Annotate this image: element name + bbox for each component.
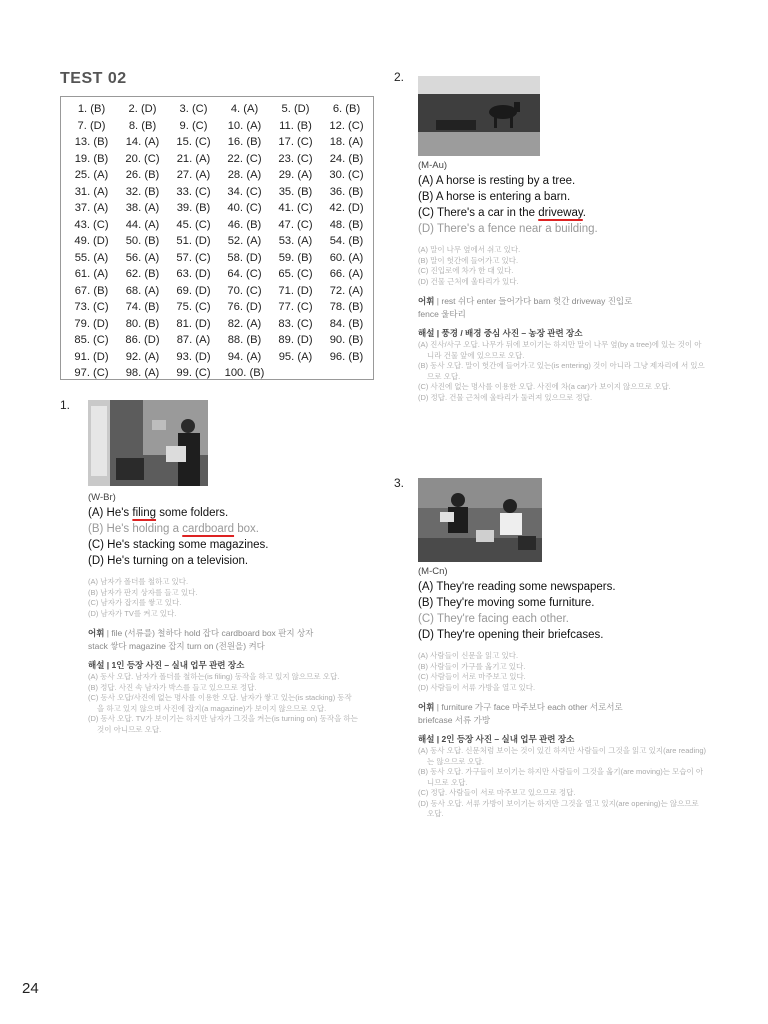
option-d: (D) They're opening their briefcases. [418,629,604,641]
option-a: (A) A horse is resting by a tree. [418,175,576,187]
explanation-line: (C) 동사 오답/사진에 없는 명사를 이용한 오답. 남자가 쌓고 있는(is stacking) 동작을 하고 있지 않으며 사진에 잡지(a magazine)가 보이지 않으므로 오답. [88,693,352,713]
translation-line: (C) 남자가 잡지를 쌓고 있다. [88,598,182,607]
answer-key-cell: 90. (B) [329,334,364,346]
answer-key-cell: 60. (A) [329,251,364,264]
explanation-line: (D) 동사 오답. 서류 가방이 보이기는 하지만 그것을 열고 있지(are opening)는 않으므로 오답. [418,798,699,818]
answer-key-cell: 40. (C) [227,202,262,214]
answer-key-cell: 66. (A) [329,268,364,280]
explanation-line: (B) 동사 오답. 말이 헛간에 들어가고 있는(is entering) 것이 아니라 그냥 제자리에 서 있으므로 오답. [418,361,705,381]
option-b: (B) He's holding a cardboard box. [88,523,259,535]
translation-line: (A) 사람들이 신문을 읽고 있다. [418,651,519,660]
answer-key-cell: 19. (B) [74,152,109,165]
answer-key-cell: 7. (D) [77,119,106,132]
test-title: TEST 02 [60,70,127,87]
answer-key-cell: 44. (A) [125,218,160,231]
answer-key-cell: 47. (C) [278,218,313,231]
answer-key-cell: 75. (C) [176,301,211,313]
translation-line: (B) 남자가 판지 상자를 들고 있다. [88,587,198,597]
translation-line: (D) 사람들이 서류 가방을 열고 있다. [418,682,536,692]
answer-key-cell: 78. (B) [329,301,364,313]
option-c: (C) He's stacking some magazines. [88,539,269,551]
answer-key-cell: 93. (D) [176,350,211,363]
answer-key-cell: 9. (C) [179,119,208,132]
answer-key-cell: 80. (B) [125,317,160,330]
question-number: 1. [60,398,71,412]
explanation-line: (C) 정답. 사람들이 서로 마주보고 있으므로 정답. [418,788,576,797]
answer-key-cell [321,365,372,382]
answer-key-cell: 4. (A) [230,103,259,115]
answer-key-cell: 95. (A) [278,350,313,363]
answer-key-cell: 42. (D) [329,202,364,214]
question-1-block [88,492,358,735]
answer-key-cell: 18. (A) [329,136,364,148]
photo-image [88,400,208,486]
answer-key-cell: 13. (B) [74,136,109,148]
answer-key-cell: 6. (B) [332,103,361,115]
underlined-word: driveway [538,207,583,219]
answer-key-cell: 32. (B) [125,185,160,198]
answer-key-cell: 68. (A) [125,284,160,297]
answer-key-cell: 15. (C) [176,136,211,148]
option-b: (B) A horse is entering a barn. [418,191,571,203]
question-number: 2. [394,70,405,84]
answer-key-cell: 56. (A) [125,251,160,264]
vocabulary-line: 어휘 | file (서류를) 철하다 hold 잡다 cardboard box 판지 상자 [88,628,314,638]
explanation-line: (D) 동사 오답. TV가 보이기는 하지만 남자가 그것을 켜는(is turning on) 동작을 하는 것이 아니므로 오답. [88,714,358,734]
answer-key-cell: 100. (B) [224,367,265,379]
photo-horse-barn [418,76,540,156]
answer-key-cell: 77. (C) [278,301,313,313]
answer-key-cell: 43. (C) [74,218,109,231]
answer-key-cell: 23. (C) [278,152,313,165]
page-number: 24 [22,980,39,997]
photo-man-with-box [88,400,208,486]
explanation-heading: 해설 | 1인 등장 사진 – 실내 업무 관련 장소 [88,660,245,670]
answer-key-cell: 59. (B) [278,251,313,264]
option-d: (D) He's turning on a television. [88,555,249,567]
answer-key-cell: 71. (D) [278,284,313,297]
photo-two-people-facing [418,478,542,562]
answer-key-cell: 2. (D) [128,103,157,115]
answer-key-cell: 30. (C) [329,169,364,181]
answer-key-cell: 58. (D) [227,251,262,264]
translation-line: (D) 남자가 TV를 켜고 있다. [88,608,177,618]
answer-key-cell: 62. (B) [125,268,160,280]
answer-key-cell: 20. (C) [125,152,160,165]
answer-key-cell: 98. (A) [125,367,160,379]
explanation-line: (B) 동사 오답. 가구들이 보이기는 하지만 사람들이 그것을 옮기(are moving)는 모습이 아니므로 오답. [418,767,704,787]
vocabulary-line: stack 쌓다 magazine 잡지 turn on (전원을) 켜다 [88,641,265,651]
answer-key-cell: 82. (A) [227,317,262,330]
answer-key-cell: 5. (D) [281,103,310,115]
answer-key-cell: 96. (B) [329,350,364,363]
answer-key-cell: 69. (D) [176,284,211,297]
answer-key-cell: 52. (A) [227,235,262,247]
answer-key-cell: 74. (B) [125,301,160,313]
answer-key-cell: 94. (A) [227,350,262,363]
answer-key-cell: 61. (A) [74,268,109,280]
option-b: (B) They're moving some furniture. [418,597,595,609]
answer-key-cell: 72. (A) [329,284,364,297]
answer-key-cell: 70. (C) [227,284,262,297]
answer-key-cell: 38. (A) [125,202,160,214]
translation-line: (D) 건물 근처에 울타리가 있다. [418,276,519,286]
translation-line: (B) 사람들이 가구를 옮기고 있다. [418,661,526,671]
photo-image [418,76,540,156]
answer-key-cell: 86. (D) [125,334,160,346]
answer-key-cell [270,365,321,382]
translation-line: (A) 남자가 폴더를 철하고 있다. [88,577,189,586]
answer-key-cell: 10. (A) [227,119,262,132]
answer-key-cell: 79. (D) [74,317,109,330]
answer-key-cell: 67. (B) [74,284,109,297]
answer-key-cell: 57. (C) [176,251,211,264]
explanation-heading: 해설 | 풍경 / 배경 중심 사진 – 농장 관련 장소 [418,328,583,338]
answer-key-cell: 53. (A) [278,235,313,247]
answer-key-cell: 97. (C) [74,367,109,379]
answer-key-cell: 35. (B) [278,185,313,198]
answer-key-grid [66,101,372,382]
answer-key-cell: 22. (C) [227,152,262,165]
vocabulary-line: fence 울타리 [418,309,466,319]
option-a: (A) They're reading some newspapers. [418,581,616,593]
speaker-label: (M-Au) [418,160,448,171]
vocabulary-line: 어휘 | furniture 가구 face 마주보다 each other 서로서로 [418,702,623,712]
answer-key-cell: 92. (A) [125,350,160,363]
answer-key-cell: 63. (D) [176,268,211,280]
answer-key-cell: 8. (B) [128,119,157,132]
answer-key-cell: 37. (A) [74,202,109,214]
answer-key-cell: 50. (B) [125,235,160,247]
answer-key-cell: 16. (B) [227,136,262,148]
speaker-label: (W-Br) [88,492,116,503]
answer-key-cell: 17. (C) [278,136,313,148]
answer-key-cell: 49. (D) [74,235,109,247]
answer-key-cell: 87. (A) [176,334,211,346]
answer-key-cell: 91. (D) [74,350,109,363]
option-c: (C) There's a car in the driveway. [418,207,586,219]
answer-key-box [60,96,374,380]
question-2-block [418,160,708,403]
vocabulary-line: briefcase 서류 가방 [418,715,491,725]
option-d: (D) There's a fence near a building. [418,223,598,235]
answer-key-cell: 85. (C) [74,334,109,346]
answer-key-cell: 55. (A) [74,251,109,264]
answer-key-cell: 65. (C) [278,268,313,280]
answer-key-cell: 83. (C) [278,317,313,330]
question-3-block [418,566,708,820]
speaker-label: (M-Cn) [418,566,448,577]
answer-key-cell: 76. (D) [227,301,262,313]
explanation-line: (A) 진사/사구 오답. 나무가 뒤에 보이기는 하지만 말이 나무 옆(by a tree)에 있는 것이 아니라 건물 앞에 있으므로 오답. [418,340,702,360]
answer-key-cell: 26. (B) [125,169,160,181]
answer-key-cell: 81. (D) [176,317,211,330]
answer-key-cell: 21. (A) [176,152,211,165]
explanation-line: (A) 동사 오답. 신문처럼 보이는 것이 있긴 하지만 사람들이 그것을 읽고 있지(are reading)는 않으므로 오답. [418,746,707,766]
answer-key-cell: 11. (B) [279,119,312,132]
explanation-line: (B) 정답. 사진 속 남자가 박스를 들고 있으므로 정답. [88,682,257,692]
answer-key-cell: 34. (C) [227,185,262,198]
answer-key-cell: 33. (C) [176,185,211,198]
translation-line: (B) 말이 헛간에 들어가고 있다. [418,255,519,265]
answer-key-cell: 54. (B) [329,235,364,247]
answer-key-cell: 1. (B) [77,103,106,115]
answer-key-cell: 64. (C) [227,268,262,280]
answer-key-cell: 28. (A) [227,169,262,181]
answer-key-cell: 88. (B) [227,334,262,346]
answer-key-cell: 99. (C) [176,367,211,379]
underlined-word: cardboard [182,523,235,535]
answer-key-cell: 48. (B) [329,218,364,231]
answer-key-cell: 12. (C) [329,119,364,132]
explanation-line: (A) 동사 오답. 남자가 폴더를 철하는(is filing) 동작을 하고 있지 않으므로 오답. [88,672,340,681]
vocabulary-line: 어휘 | rest 쉬다 enter 들어가다 barn 헛간 driveway 진입로 [418,296,633,306]
option-c: (C) They're facing each other. [418,613,569,625]
answer-key-cell: 39. (B) [176,202,211,214]
option-a: (A) He's filing some folders. [88,507,229,519]
answer-key-cell: 24. (B) [329,152,364,165]
translation-line: (A) 말이 나무 옆에서 쉬고 있다. [418,245,521,254]
answer-key-cell: 51. (D) [176,235,211,247]
answer-key-cell: 36. (B) [329,185,364,198]
answer-key-cell: 14. (A) [125,136,160,148]
explanation-heading: 해설 | 2인 등장 사진 – 실내 업무 관련 장소 [418,734,575,744]
answer-key-cell: 46. (B) [227,218,262,231]
explanation-line: (D) 정답. 건물 근처에 울타리가 둘러져 있으므로 정답. [418,392,593,402]
underlined-word: filing [132,507,157,519]
answer-key-cell: 27. (A) [176,169,211,181]
answer-key-cell: 45. (C) [176,218,211,231]
translation-line: (C) 진입로에 차가 한 대 있다. [418,266,514,275]
photo-image [418,478,542,562]
translation-line: (C) 사람들이 서로 마주보고 있다. [418,672,526,681]
answer-key-cell: 31. (A) [74,185,109,198]
answer-key-cell: 29. (A) [278,169,313,181]
answer-key-cell: 89. (D) [278,334,313,346]
answer-key-cell: 84. (B) [329,317,364,330]
answer-key-cell: 41. (C) [278,202,313,214]
answer-key-cell: 25. (A) [74,169,109,181]
answer-key-cell: 73. (C) [74,301,109,313]
question-number: 3. [394,476,405,490]
explanation-line: (C) 사진에 없는 명사를 이용한 오답. 사진에 차(a car)가 보이지 않으므로 오답. [418,382,671,391]
answer-key-cell: 3. (C) [179,103,208,115]
